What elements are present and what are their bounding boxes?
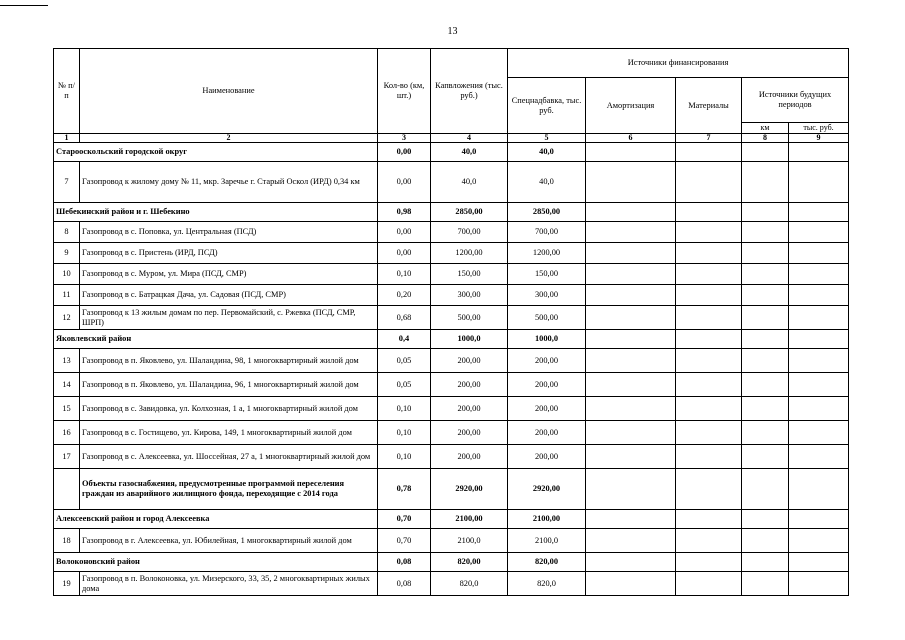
group-row	[54, 553, 849, 572]
header-tys-rub: тыс. руб.	[789, 123, 849, 134]
amort-cell	[586, 222, 676, 243]
subtotal-row	[54, 469, 849, 510]
amort-cell	[586, 421, 676, 445]
qty-cell: 0,68	[378, 306, 431, 330]
qty-cell: 0,70	[378, 510, 431, 529]
invest-cell: 820,00	[431, 553, 508, 572]
qty-cell: 0,05	[378, 349, 431, 373]
special-cell: 300,00	[508, 285, 586, 306]
materials-cell	[676, 162, 742, 203]
row-name: Газопровод в п. Яковлево, ул. Шаландина, 98, 1 многоквартирный жилой дом	[80, 349, 378, 373]
qty-cell: 0,70	[378, 529, 431, 553]
row-number: 15	[54, 397, 80, 421]
future-tys-cell	[789, 143, 849, 162]
qty-cell: 0,00	[378, 162, 431, 203]
future-km-cell	[742, 373, 789, 397]
qty-cell: 0,05	[378, 373, 431, 397]
materials-cell	[676, 397, 742, 421]
amort-cell	[586, 349, 676, 373]
amort-cell	[586, 203, 676, 222]
group-row	[54, 510, 849, 529]
special-cell: 2100,0	[508, 529, 586, 553]
invest-cell: 200,00	[431, 373, 508, 397]
future-tys-cell	[789, 373, 849, 397]
special-cell: 2920,00	[508, 469, 586, 510]
table-row	[54, 397, 849, 421]
row-number: 12	[54, 306, 80, 330]
amort-cell	[586, 572, 676, 596]
table-row	[54, 285, 849, 306]
table-row	[54, 349, 849, 373]
special-cell: 2850,00	[508, 203, 586, 222]
header-qty: Кол-во (км, шт.)	[378, 49, 431, 134]
header-amortization: Амортизация	[586, 78, 676, 134]
row-name: Объекты газоснабжения, предусмотренные программой переселения граждан из аварийного жилищного фонда, переходящие с 2014 года	[80, 469, 378, 510]
special-cell: 1200,00	[508, 243, 586, 264]
group-name: Шебекинский район и г. Шебекино	[54, 203, 378, 222]
amort-cell	[586, 445, 676, 469]
future-tys-cell	[789, 203, 849, 222]
qty-cell: 0,10	[378, 421, 431, 445]
invest-cell: 820,0	[431, 572, 508, 596]
row-number: 16	[54, 421, 80, 445]
column-number: 7	[676, 134, 742, 143]
special-cell: 200,00	[508, 349, 586, 373]
table-row	[54, 373, 849, 397]
qty-cell: 0,10	[378, 264, 431, 285]
future-tys-cell	[789, 397, 849, 421]
table-row	[54, 222, 849, 243]
future-tys-cell	[789, 349, 849, 373]
future-km-cell	[742, 421, 789, 445]
table-row	[54, 162, 849, 203]
special-cell: 500,00	[508, 306, 586, 330]
row-name: Газопровод в с. Поповка, ул. Центральная (ПСД)	[80, 222, 378, 243]
qty-cell: 0,10	[378, 445, 431, 469]
qty-cell: 0,08	[378, 572, 431, 596]
group-name: Старооскольский городской округ	[54, 143, 378, 162]
row-name: Газопровод в п. Волоконовка, ул. Мизерского, 33, 35, 2 многоквартирных жилых дома	[80, 572, 378, 596]
future-km-cell	[742, 203, 789, 222]
materials-cell	[676, 469, 742, 510]
invest-cell: 40,0	[431, 143, 508, 162]
header-name: Наименование	[80, 49, 378, 134]
future-km-cell	[742, 469, 789, 510]
row-number: 17	[54, 445, 80, 469]
materials-cell	[676, 510, 742, 529]
column-number: 8	[742, 134, 789, 143]
materials-cell	[676, 330, 742, 349]
future-tys-cell	[789, 469, 849, 510]
future-tys-cell	[789, 243, 849, 264]
materials-cell	[676, 553, 742, 572]
invest-cell: 2850,00	[431, 203, 508, 222]
special-cell: 150,00	[508, 264, 586, 285]
amort-cell	[586, 306, 676, 330]
future-km-cell	[742, 397, 789, 421]
invest-cell: 500,00	[431, 306, 508, 330]
header-km: км	[742, 123, 789, 134]
materials-cell	[676, 203, 742, 222]
group-name: Волоконовский район	[54, 553, 378, 572]
table-row	[54, 421, 849, 445]
table-row	[54, 572, 849, 596]
column-number: 6	[586, 134, 676, 143]
future-km-cell	[742, 143, 789, 162]
future-km-cell	[742, 445, 789, 469]
future-km-cell	[742, 264, 789, 285]
future-tys-cell	[789, 553, 849, 572]
materials-cell	[676, 222, 742, 243]
qty-cell: 0,78	[378, 469, 431, 510]
invest-cell: 200,00	[431, 421, 508, 445]
amort-cell	[586, 510, 676, 529]
special-cell: 200,00	[508, 421, 586, 445]
invest-cell: 2100,00	[431, 510, 508, 529]
invest-cell: 700,00	[431, 222, 508, 243]
group-name: Яковлевский район	[54, 330, 378, 349]
row-number: 7	[54, 162, 80, 203]
future-km-cell	[742, 306, 789, 330]
materials-cell	[676, 306, 742, 330]
future-tys-cell	[789, 421, 849, 445]
header-invest: Капвложения (тыс. руб.)	[431, 49, 508, 134]
amort-cell	[586, 373, 676, 397]
amort-cell	[586, 469, 676, 510]
row-name: Газопровод в с. Пристень (ИРД, ПСД)	[80, 243, 378, 264]
special-cell: 200,00	[508, 397, 586, 421]
row-name: Газопровод в с. Алексеевка, ул. Шоссейная, 27 а, 1 многоквартирный жилой дом	[80, 445, 378, 469]
row-number: 10	[54, 264, 80, 285]
future-km-cell	[742, 243, 789, 264]
amort-cell	[586, 330, 676, 349]
row-number: 18	[54, 529, 80, 553]
table-row	[54, 243, 849, 264]
row-number: 14	[54, 373, 80, 397]
column-number: 2	[80, 134, 378, 143]
materials-cell	[676, 445, 742, 469]
future-km-cell	[742, 572, 789, 596]
qty-cell: 0,00	[378, 143, 431, 162]
row-number: 9	[54, 243, 80, 264]
amort-cell	[586, 264, 676, 285]
materials-cell	[676, 529, 742, 553]
qty-cell: 0,20	[378, 285, 431, 306]
row-name: Газопровод в с. Батрацкая Дача, ул. Садовая (ПСД, СМР)	[80, 285, 378, 306]
row-number: 13	[54, 349, 80, 373]
materials-cell	[676, 572, 742, 596]
qty-cell: 0,08	[378, 553, 431, 572]
row-name: Газопровод в г. Алексеевка, ул. Юбилейная, 1 многоквартирный жилой дом	[80, 529, 378, 553]
column-number: 3	[378, 134, 431, 143]
future-tys-cell	[789, 572, 849, 596]
qty-cell: 0,98	[378, 203, 431, 222]
row-name: Газопровод к 13 жилым домам по пер. Первомайский, с. Ржевка (ПСД, СМР, ШРП)	[80, 306, 378, 330]
invest-cell: 150,00	[431, 264, 508, 285]
header-special: Спецнадбавка, тыс. руб.	[508, 78, 586, 134]
materials-cell	[676, 264, 742, 285]
qty-cell: 0,00	[378, 243, 431, 264]
future-tys-cell	[789, 445, 849, 469]
special-cell: 2100,00	[508, 510, 586, 529]
future-tys-cell	[789, 330, 849, 349]
row-name: Газопровод в с. Муром, ул. Мира (ПСД, СМР)	[80, 264, 378, 285]
header-funding-sources: Источники финансирования	[508, 49, 849, 78]
group-row	[54, 203, 849, 222]
table-row	[54, 264, 849, 285]
materials-cell	[676, 349, 742, 373]
row-number: 11	[54, 285, 80, 306]
special-cell: 820,0	[508, 572, 586, 596]
qty-cell: 0,10	[378, 397, 431, 421]
column-number: 9	[789, 134, 849, 143]
row-number	[54, 469, 80, 510]
amort-cell	[586, 529, 676, 553]
invest-cell: 1000,0	[431, 330, 508, 349]
special-cell: 40,0	[508, 143, 586, 162]
qty-cell: 0,00	[378, 222, 431, 243]
special-cell: 700,00	[508, 222, 586, 243]
invest-cell: 300,00	[431, 285, 508, 306]
special-cell: 200,00	[508, 445, 586, 469]
column-number: 4	[431, 134, 508, 143]
future-km-cell	[742, 349, 789, 373]
column-number-row	[54, 134, 849, 143]
future-km-cell	[742, 330, 789, 349]
amort-cell	[586, 243, 676, 264]
group-row	[54, 330, 849, 349]
table-row	[54, 306, 849, 330]
invest-cell: 200,00	[431, 349, 508, 373]
group-name: Алексеевский район и город Алексеевка	[54, 510, 378, 529]
special-cell: 40,0	[508, 162, 586, 203]
materials-cell	[676, 243, 742, 264]
row-name: Газопровод в п. Яковлево, ул. Шаландина, 96, 1 многоквартирный жилой дом	[80, 373, 378, 397]
special-cell: 820,00	[508, 553, 586, 572]
amort-cell	[586, 143, 676, 162]
future-tys-cell	[789, 285, 849, 306]
materials-cell	[676, 285, 742, 306]
top-rule	[0, 5, 48, 6]
group-row	[54, 143, 849, 162]
table-row	[54, 445, 849, 469]
column-number: 5	[508, 134, 586, 143]
header-num: № п/п	[54, 49, 80, 134]
qty-cell: 0,4	[378, 330, 431, 349]
amort-cell	[586, 553, 676, 572]
row-name: Газопровод в с. Гостищево, ул. Кирова, 149, 1 многоквартирный жилой дом	[80, 421, 378, 445]
financing-table	[53, 48, 849, 596]
invest-cell: 1200,00	[431, 243, 508, 264]
page-number: 13	[447, 26, 458, 37]
future-km-cell	[742, 510, 789, 529]
future-km-cell	[742, 222, 789, 243]
invest-cell: 200,00	[431, 397, 508, 421]
amort-cell	[586, 285, 676, 306]
future-tys-cell	[789, 510, 849, 529]
future-km-cell	[742, 162, 789, 203]
future-km-cell	[742, 285, 789, 306]
row-number: 19	[54, 572, 80, 596]
header-materials: Материалы	[676, 78, 742, 134]
header-future-sources: Источники будущих периодов	[742, 78, 849, 123]
table-row	[54, 529, 849, 553]
invest-cell: 200,00	[431, 445, 508, 469]
row-name: Газопровод в с. Завидовка, ул. Колхозная, 1 а, 1 многоквартирный жилой дом	[80, 397, 378, 421]
future-km-cell	[742, 553, 789, 572]
future-tys-cell	[789, 162, 849, 203]
materials-cell	[676, 421, 742, 445]
invest-cell: 2920,00	[431, 469, 508, 510]
future-tys-cell	[789, 529, 849, 553]
future-tys-cell	[789, 306, 849, 330]
invest-cell: 40,0	[431, 162, 508, 203]
future-tys-cell	[789, 264, 849, 285]
column-number: 1	[54, 134, 80, 143]
special-cell: 1000,0	[508, 330, 586, 349]
materials-cell	[676, 143, 742, 162]
future-tys-cell	[789, 222, 849, 243]
future-km-cell	[742, 529, 789, 553]
invest-cell: 2100,0	[431, 529, 508, 553]
row-number: 8	[54, 222, 80, 243]
amort-cell	[586, 397, 676, 421]
amort-cell	[586, 162, 676, 203]
special-cell: 200,00	[508, 373, 586, 397]
row-name: Газопровод к жилому дому № 11, мкр. Заречье г. Старый Оскол (ИРД) 0,34 км	[80, 162, 378, 203]
materials-cell	[676, 373, 742, 397]
